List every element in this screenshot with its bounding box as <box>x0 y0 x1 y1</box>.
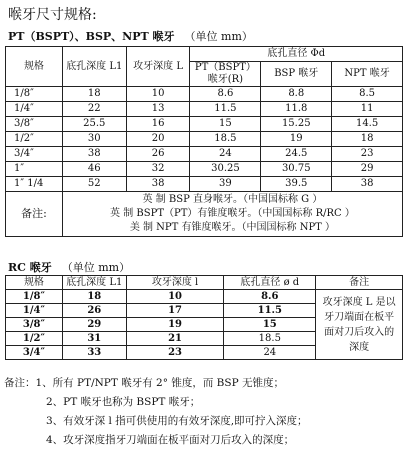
section2-heading-text: RC 喉牙 <box>8 261 52 274</box>
rc-cell-l1: 31 <box>62 332 126 346</box>
cell-spec: 1/2″ <box>6 132 63 147</box>
rc-cell-spec: 3/4″ <box>6 346 63 360</box>
rc-cell-l1: 33 <box>62 346 126 360</box>
section2-unit: （单位 mm） <box>61 261 131 274</box>
rc-header-depth-l1: 底孔深度 L1 <box>62 276 126 290</box>
header-tap-l: 攻牙深度 L <box>126 47 190 87</box>
cell-spec: 1/4″ <box>6 102 63 117</box>
cell-l: 32 <box>126 162 190 177</box>
cell-pt: 30.25 <box>190 162 261 177</box>
section1-heading <box>8 28 253 44</box>
cell-npt: 38 <box>332 177 403 192</box>
table-row <box>6 147 403 162</box>
cell-l: 20 <box>126 132 190 147</box>
cell-pt: 18.5 <box>190 132 261 147</box>
cell-pt: 8.6 <box>190 87 261 102</box>
table-row <box>6 162 403 177</box>
rc-cell-d: 11.5 <box>224 304 316 318</box>
table-row <box>6 132 403 147</box>
section2-heading <box>8 259 130 275</box>
cell-spec: 1/8″ <box>6 87 63 102</box>
cell-l: 10 <box>126 87 190 102</box>
rc-cell-d: 8.6 <box>224 290 316 304</box>
table-row <box>6 87 403 102</box>
rc-cell-spec: 3/8″ <box>6 318 63 332</box>
header-diameter: 底孔直径 Φd <box>190 47 403 62</box>
cell-spec: 1″ 1/4 <box>6 177 63 192</box>
cell-spec: 1″ <box>6 162 63 177</box>
cell-pt: 11.5 <box>190 102 261 117</box>
cell-bsp: 11.8 <box>261 102 332 117</box>
cell-bsp: 24.5 <box>261 147 332 162</box>
cell-npt: 23 <box>332 147 403 162</box>
cell-l1: 30 <box>62 132 126 147</box>
rc-cell-l: 10 <box>126 290 224 304</box>
cell-l1: 52 <box>62 177 126 192</box>
cell-npt: 14.5 <box>332 117 403 132</box>
note-line: 2、PT 喉牙也称为 BSPT 喉牙； <box>46 396 201 408</box>
cell-l1: 38 <box>62 147 126 162</box>
cell-pt: 39 <box>190 177 261 192</box>
header-bsp: BSP 喉牙 <box>261 62 332 87</box>
notes-block <box>4 374 308 450</box>
header-pt: PT（BSPT）喉牙(R) <box>190 62 261 87</box>
rc-cell-spec: 1/2″ <box>6 332 63 346</box>
cell-npt: 11 <box>332 102 403 117</box>
rc-cell-l1: 26 <box>62 304 126 318</box>
note-line: 备注：1、所有 PT/NPT 喉牙有 2° 锥度，而 BSP 无锥度； <box>4 377 284 389</box>
cell-spec: 3/8″ <box>6 117 63 132</box>
page-title: 喉牙尺寸规格: <box>8 7 97 23</box>
cell-l: 38 <box>126 177 190 192</box>
rc-cell-d: 24 <box>224 346 316 360</box>
cell-spec: 3/4″ <box>6 147 63 162</box>
cell-bsp: 8.8 <box>261 87 332 102</box>
note-line: 3、有效牙深 l 指可供使用的有效牙深度,即可拧入深度； <box>46 415 308 427</box>
cell-l: 16 <box>126 117 190 132</box>
remark-lines <box>62 192 402 237</box>
rc-cell-l: 19 <box>126 318 224 332</box>
cell-l: 26 <box>126 147 190 162</box>
cell-bsp: 39.5 <box>261 177 332 192</box>
rc-cell-l1: 29 <box>62 318 126 332</box>
rc-cell-l: 21 <box>126 332 224 346</box>
remark-label: 备注: <box>6 192 63 237</box>
table-row <box>6 290 403 304</box>
cell-bsp: 30.75 <box>261 162 332 177</box>
rc-header-remark: 备注 <box>316 276 403 290</box>
cell-npt: 29 <box>332 162 403 177</box>
section1-heading-text: PT（BSPT）、BSP、NPT 喉牙 <box>8 30 175 43</box>
cell-l1: 25.5 <box>62 117 126 132</box>
cell-bsp: 15.25 <box>261 117 332 132</box>
cell-l1: 46 <box>62 162 126 177</box>
cell-pt: 24 <box>190 147 261 162</box>
table-row <box>6 117 403 132</box>
header-npt: NPT 喉牙 <box>332 62 403 87</box>
rc-header-tap-l: 攻牙深度 l <box>126 276 224 290</box>
thread-size-table <box>5 46 403 237</box>
rc-cell-spec: 1/4″ <box>6 304 63 318</box>
rc-cell-spec: 1/8″ <box>6 290 63 304</box>
rc-remark-text: 攻牙深度 L 是以牙刀端面在板平面对刀后攻入的深度 <box>316 290 403 360</box>
note-line: 4、攻牙深度指牙刀端面在板平面对刀后攻入的深度； <box>46 434 295 446</box>
cell-l: 13 <box>126 102 190 117</box>
rc-header-spec: 规格 <box>6 276 63 290</box>
cell-pt: 15 <box>190 117 261 132</box>
rc-cell-d: 15 <box>224 318 316 332</box>
rc-cell-l1: 18 <box>62 290 126 304</box>
header-spec: 规格 <box>6 47 63 87</box>
cell-l1: 18 <box>62 87 126 102</box>
rc-cell-l: 17 <box>126 304 224 318</box>
remark-line: 英 制 BSPT（PT）有锥度喉牙。（中国国标称 R/RC ） <box>110 208 355 219</box>
table-row <box>6 177 403 192</box>
table-row <box>6 102 403 117</box>
rc-cell-d: 18.5 <box>224 332 316 346</box>
cell-npt: 8.5 <box>332 87 403 102</box>
cell-npt: 18 <box>332 132 403 147</box>
remark-line: 英 制 BSP 直身喉牙。（中国国标称 G ） <box>142 194 323 205</box>
header-depth-l1: 底孔深度 L1 <box>62 47 126 87</box>
remark-line: 美 制 NPT 有锥度喉牙。（中国国标称 NPT ） <box>129 222 336 233</box>
cell-bsp: 19 <box>261 132 332 147</box>
rc-thread-table <box>5 275 403 360</box>
rc-header-diameter: 底孔直径 ø d <box>224 276 316 290</box>
section1-unit: （单位 mm） <box>184 30 253 43</box>
rc-cell-l: 23 <box>126 346 224 360</box>
cell-l1: 22 <box>62 102 126 117</box>
